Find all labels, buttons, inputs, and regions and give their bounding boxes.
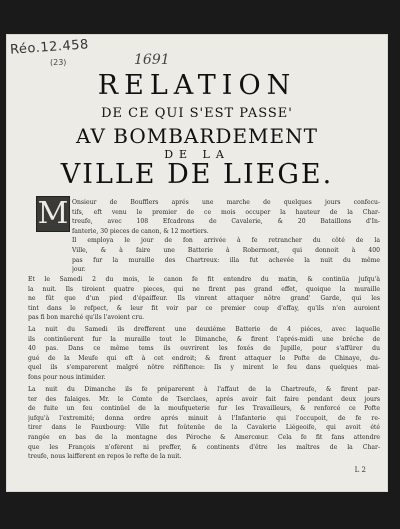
title-subtitle: DE CE QUI S'EST PASSE' <box>101 106 293 121</box>
text-line: ter des falaiges. Mr. le Comte de Tserclaes, aprés avoir fait faire pendant deux jours <box>28 395 380 403</box>
title-bombardement: AV BOMBARDEMENT <box>76 124 318 148</box>
shelfmark-stamp: Réo.12.458 <box>9 37 90 58</box>
document-page <box>6 34 388 492</box>
text-line: treufe, nous laifferent en repos le refte de la nuit. <box>28 453 182 461</box>
paragraph-1 <box>28 198 380 275</box>
text-line: ils continüerent fur la muraille tout le Dimanche, & firent l'aprés-midi une bréche de <box>28 335 380 343</box>
text-line: ne fût que d'un pied d'épaiffeur. Ils vinrent attaquer nôtre grand' Garde, qui les <box>28 295 380 303</box>
text-line: Et le Samedi 2 du mois, le canon fe fit entendre du matin, & continüa jufqu'à <box>28 276 380 283</box>
text-line: pas fur la muraille des Chartreux: illa fut achevée la nuit du même <box>72 256 380 264</box>
paragraph-4 <box>28 385 380 462</box>
shelfmark-sub: (23) <box>50 58 67 67</box>
text-line: que les François n'ofèrent ni preffer, & continents d'être les maîtres de la Char- <box>28 443 380 451</box>
text-line: de fuite un feu continüel de la moufqueterie fur les Travailleurs, & renforcé ce Pofte <box>28 405 380 413</box>
text-line: tint dans le refpect, & leur fit voir par ce premier coup d'effay, qu'ils n'en auroient <box>28 304 380 312</box>
text-line: tifs, eft venu le premier de ce mois occuper la hauteur de la Char- <box>72 208 380 216</box>
title-relation: RELATION <box>97 70 297 101</box>
text-line: gué de la Meufe qui eft à cet endroit; & firent attaquer le Pofte de Chinaye, du- <box>28 354 380 362</box>
text-line: Il employa le jour de fon arrivée à fe retrancher du côté de la <box>72 237 380 245</box>
text-line: jour. <box>72 266 86 274</box>
text-line: fons pour nous intimider. <box>28 373 106 381</box>
text-line: Onsieur de Boufflers aprés une marche de quelques jours confecu- <box>72 199 380 206</box>
text-line: pas fi bon marché qu'ils l'avoient cru. <box>28 314 145 322</box>
text-line: Ville, & à faire une Batterie à Robermont, qui donnoit à 400 <box>72 246 380 254</box>
text-line: 40 pas. Dans ce même tems ils ouvrirent les foxés de Jupille, pour s'affürer du <box>28 345 380 353</box>
text-line: rangée en bas de la montagne des Péroche & Amercœur. Cela fe fit fans attendre <box>28 433 380 441</box>
text-line: tirer dans le Fauxbourg: Ville fut foûtenüe de la Cavalerie Liégeoife, qui avoit été <box>28 424 380 432</box>
text-line: jufqu'à l'extremité; donna ordre aprés minuit à l'Infanterie qui l'occupoit, de fe re- <box>28 414 380 422</box>
paragraph-3 <box>28 325 380 383</box>
title-ville-de-liege: VILLE DE LIEGE. <box>60 159 334 190</box>
handwritten-year: 1691 <box>134 52 170 68</box>
text-line: La nuit du Samedi ils drefferent une deuxiéme Batterie de 4 piéces, avec laquelle <box>28 326 380 333</box>
decorated-initial: M <box>37 196 69 231</box>
title-de-la: DE LA <box>164 148 230 161</box>
text-line: fanterie, 30 pieces de canon, & 12 mortiers. <box>72 227 209 235</box>
text-line: La nuit du Dimanche ils fe préparerent à l'affaut de la Chartreufe, & firent par- <box>28 386 380 393</box>
text-line: quel ils s'emparerent malgré nôtre réfiftence: Ils y mirent le feu dans quelques mai- <box>28 364 380 372</box>
text-line: la nuit. Ils tiroient quatre pieces, qui ne firent pas grand effet, quoique la muraille <box>28 285 380 293</box>
paragraph-2 <box>28 275 380 323</box>
catchword: L 2 <box>354 466 366 474</box>
text-line: treufe, avec 108 Efcadrons de Cavalerie, & 20 Bataillons d'In- <box>72 218 380 226</box>
